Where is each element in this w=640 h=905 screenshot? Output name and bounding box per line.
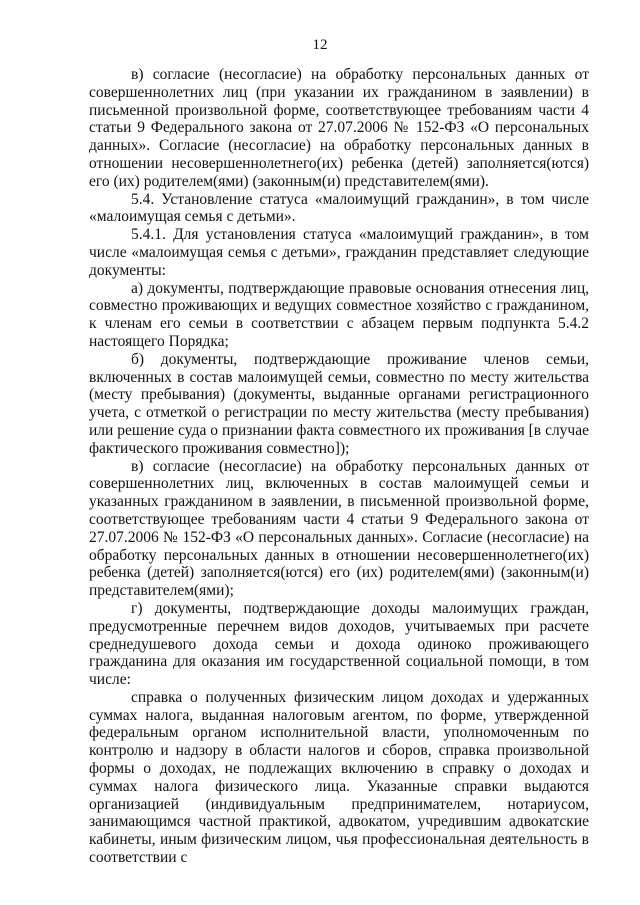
paragraph-item-v: в) согласие (несогласие) на обработку персональных данных от совершеннолетних лиц, включенных в состав малоимущей семьи и указанных гражданином в заявлении, в письменной произвольной форме, соответствующее требованиям части 4 статьи 9 Федерального закона от 27.07.2006 № 152-ФЗ «О персональных данных». Согласие (несогласие) на обработку персональных данных в отношении несовершеннолетнего(их) ребенка (детей) заполняется(ются) его (их) родителем(ями) (законным(и) представителем(ями);: [89, 457, 589, 600]
paragraph-item-b: б) документы, подтверждающие проживание членов семьи, включенных в состав малоимущей семьи, совместно по месту жительства (месту пребывания) (документы, выданные органами регистрационного учета, с отметкой о регистрации по месту жительства (месту пребывания) или решение суда о признании факта совместного их проживания [в случае фактического проживания совместно]);: [89, 350, 589, 457]
paragraph-section-5-4: 5.4. Установление статуса «малоимущий гражданин», в том числе «малоимущая семья с детьми».: [89, 190, 589, 226]
document-body: [89, 66, 589, 867]
paragraph-item-a: а) документы, подтверждающие правовые основания отнесения лиц, совместно проживающих и ведущих совместное хозяйство с гражданином, к членам его семьи в соответствии с абзацем первым подпункта 5.4.2 настоящего Порядка;: [89, 279, 589, 350]
paragraph-income-certificate: справка о полученных физическим лицом доходах и удержанных суммах налога, выданная налоговым агентом, по форме, утвержденной федеральным органом исполнительной власти, уполномоченным по контролю и надзору в области налогов и сборов, справка произвольной формы о доходах, не подлежащих включению в справку о доходах и суммах налога физического лица. Указанные справки выдаются организацией (индивидуальным предпринимателем, нотариусом, занимающимся частной практикой, адвокатом, учредившим адвокатские кабинеты, иным физическим лицом, чья профессиональная деятельность в соответствии с: [89, 688, 589, 867]
page-number: 12: [312, 37, 328, 53]
paragraph-section-5-4-1: 5.4.1. Для установления статуса «малоимущий гражданин», в том числе «малоимущая семья с детьми», гражданин представляет следующие документы:: [89, 226, 589, 279]
paragraph-consent-adults: в) согласие (несогласие) на обработку персональных данных от совершеннолетних лиц (при указании их гражданином в заявлении) в письменной произвольной форме, соответствующее требованиям части 4 статьи 9 Федерального закона от 27.07.2006 № 152-ФЗ «О персональных данных». Согласие (несогласие) на обработку персональных данных в отношении несовершеннолетнего(их) ребенка (детей) заполняется(ются) его (их) родителем(ями) (законным(и) представителем(ями).: [89, 66, 589, 190]
paragraph-item-g: г) документы, подтверждающие доходы малоимущих граждан, предусмотренные перечнем видов доходов, учитываемых при расчете среднедушевого дохода семьи и дохода одиноко проживающего гражданина для оказания им государственной социальной помощи, в том числе:: [89, 599, 589, 689]
